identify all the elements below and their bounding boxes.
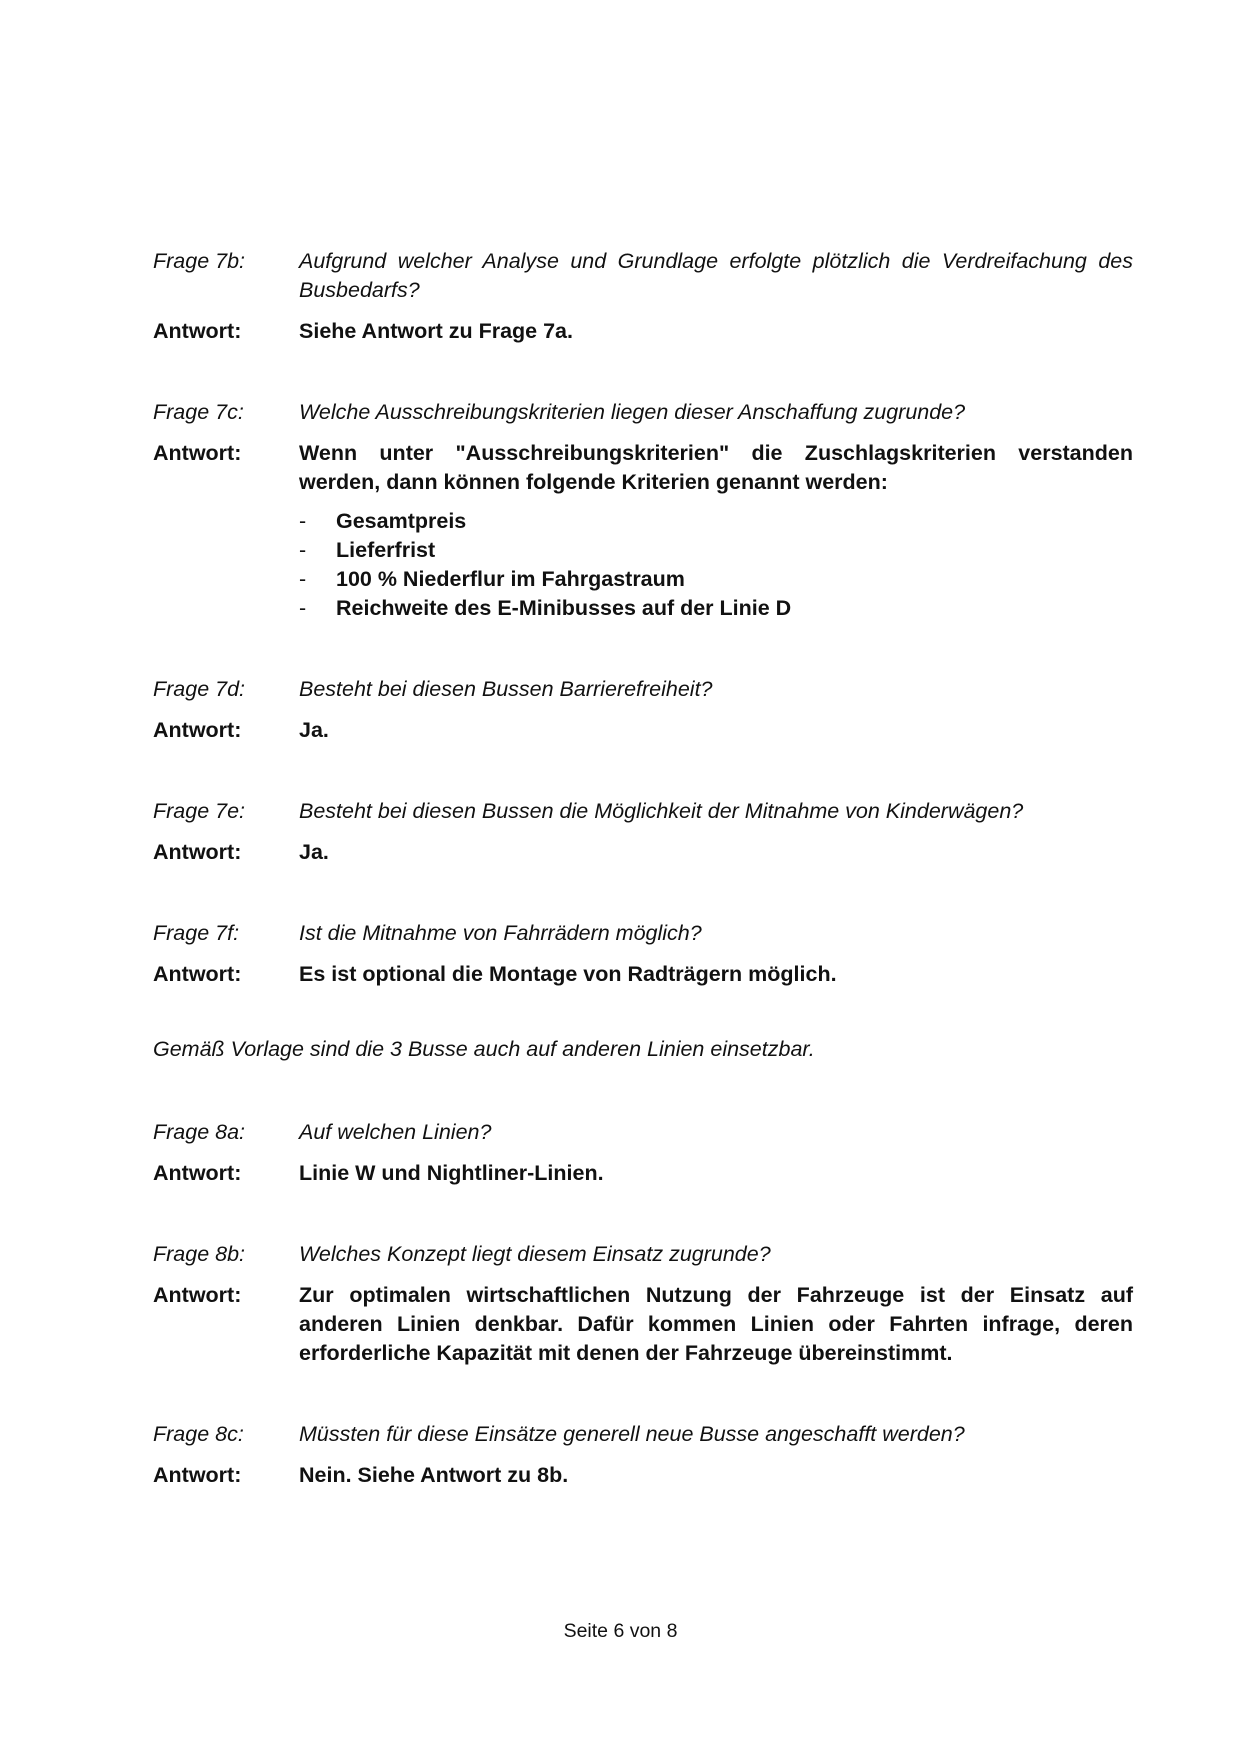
- answer-text: Es ist optional die Montage von Radträgern möglich.: [299, 962, 837, 986]
- answer-text: Nein. Siehe Antwort zu 8b.: [299, 1463, 569, 1487]
- question-row: [153, 1240, 1133, 1269]
- list-item: [299, 507, 1133, 536]
- answer-row: [153, 960, 1133, 989]
- list-item-text: Gesamtpreis: [336, 509, 467, 533]
- answer-label: Antwort:: [153, 1463, 242, 1487]
- answer-label: Antwort:: [153, 319, 242, 343]
- question-row: [153, 919, 1133, 948]
- list-dash: -: [299, 596, 307, 620]
- qa-block-7c: [153, 398, 1133, 623]
- answer-text: Ja.: [299, 718, 329, 742]
- answer-row: [153, 317, 1133, 346]
- question-row: [153, 247, 1133, 305]
- question-label: Frage 8b:: [153, 1242, 246, 1266]
- answer-label: Antwort:: [153, 840, 242, 864]
- answer-text: Zur optimalen wirtschaftlichen Nutzung der Fahrzeuge ist der Einsatz auf anderen Linien denkbar. Dafür kommen Linien oder Fahrten infrage, deren erforderliche Kapazität mit denen der Fahrzeuge übereinstimmt.: [299, 1283, 1133, 1365]
- question-text: Aufgrund welcher Analyse und Grundlage erfolgte plötzlich die Verdreifachung des Busbedarfs?: [299, 249, 1133, 302]
- answer-label: Antwort:: [153, 718, 242, 742]
- question-row: [153, 398, 1133, 427]
- page-number: Seite 6 von 8: [563, 1620, 678, 1642]
- answer-text: Linie W und Nightliner-Linien.: [299, 1161, 604, 1185]
- answer-body: [299, 439, 1133, 623]
- answer-row: [153, 1159, 1133, 1188]
- answer-text: Wenn unter "Ausschreibungskriterien" die Zuschlagskriterien verstanden werden, dann können folgende Kriterien genannt werden:: [299, 441, 1133, 494]
- question-label: Frage 7b:: [153, 249, 246, 273]
- qa-block-7d: [153, 675, 1133, 745]
- answer-label: Antwort:: [153, 1161, 242, 1185]
- qa-block-7b: [153, 247, 1133, 346]
- list-item-text: 100 % Niederflur im Fahrgastraum: [336, 567, 685, 591]
- question-text: Müssten für diese Einsätze generell neue Busse angeschafft werden?: [299, 1422, 965, 1446]
- question-text: Besteht bei diesen Bussen die Möglichkeit der Mitnahme von Kinderwägen?: [299, 799, 1024, 823]
- document-content: [153, 247, 1133, 1542]
- question-row: [153, 797, 1133, 826]
- list-dash: -: [299, 567, 307, 591]
- intro-note: Gemäß Vorlage sind die 3 Busse auch auf anderen Linien einsetzbar.: [153, 1037, 815, 1061]
- answer-row: [153, 838, 1133, 867]
- answer-label: Antwort:: [153, 441, 242, 465]
- list-dash: -: [299, 509, 307, 533]
- list-dash: -: [299, 538, 307, 562]
- qa-block-8c: [153, 1420, 1133, 1490]
- question-label: Frage 7e:: [153, 799, 246, 823]
- qa-block-8a: [153, 1118, 1133, 1188]
- question-text: Welches Konzept liegt diesem Einsatz zugrunde?: [299, 1242, 771, 1266]
- question-label: Frage 7d:: [153, 677, 246, 701]
- list-item: [299, 565, 1133, 594]
- list-item: [299, 536, 1133, 565]
- criteria-list: [299, 507, 1133, 623]
- qa-block-8b: [153, 1240, 1133, 1368]
- question-text: Ist die Mitnahme von Fahrrädern möglich?: [299, 921, 702, 945]
- list-item-text: Reichweite des E-Minibusses auf der Linie D: [336, 596, 792, 620]
- answer-row: [153, 716, 1133, 745]
- question-label: Frage 8a:: [153, 1120, 246, 1144]
- answer-row: [153, 1461, 1133, 1490]
- question-label: Frage 7c:: [153, 400, 244, 424]
- answer-text: Siehe Antwort zu Frage 7a.: [299, 319, 573, 343]
- question-row: [153, 1420, 1133, 1449]
- question-text: Auf welchen Linien?: [299, 1120, 492, 1144]
- question-label: Frage 7f:: [153, 921, 240, 945]
- question-text: Welche Ausschreibungskriterien liegen dieser Anschaffung zugrunde?: [299, 400, 966, 424]
- answer-row: [153, 439, 1133, 623]
- qa-block-7f: [153, 919, 1133, 989]
- answer-label: Antwort:: [153, 1283, 242, 1307]
- question-label: Frage 8c:: [153, 1422, 244, 1446]
- list-item-text: Lieferfrist: [336, 538, 436, 562]
- answer-row: [153, 1281, 1133, 1368]
- question-text: Besteht bei diesen Bussen Barrierefreiheit?: [299, 677, 713, 701]
- qa-block-7e: [153, 797, 1133, 867]
- answer-label: Antwort:: [153, 962, 242, 986]
- question-row: [153, 675, 1133, 704]
- question-row: [153, 1118, 1133, 1147]
- list-item: [299, 594, 1133, 623]
- answer-text: Ja.: [299, 840, 329, 864]
